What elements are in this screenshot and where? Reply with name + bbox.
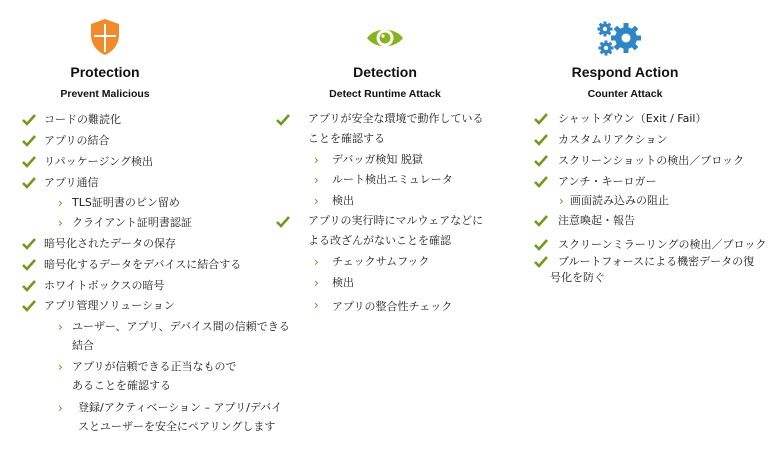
- check-icon: [534, 239, 548, 251]
- protection-item: アプリの結合: [44, 134, 110, 147]
- chevron-right-icon: ›: [314, 173, 319, 187]
- protection-item: アプリ管理ソリューション: [44, 299, 175, 312]
- protection-item: コードの難読化: [44, 113, 121, 126]
- detection-subitem: ルート検出エミュレータ: [332, 173, 453, 186]
- chevron-right-icon: ›: [314, 255, 319, 269]
- check-icon: [22, 259, 36, 271]
- protection-item: アプリ通信: [44, 176, 99, 189]
- chevron-right-icon: ›: [58, 401, 63, 415]
- shield-icon: [89, 18, 121, 56]
- protection-column: [0, 0, 290, 462]
- detection-item: アプリが安全な環境で動作している: [308, 112, 484, 125]
- protection-subitem: クライアント証明書認証: [72, 216, 192, 229]
- check-icon: [276, 216, 290, 228]
- chevron-right-icon: ›: [314, 153, 319, 167]
- check-icon: [534, 155, 548, 167]
- respond-item: スクリーンミラーリングの検出／ブロック: [558, 238, 767, 251]
- protection-item: リパッケージング検出: [44, 155, 153, 168]
- detection-subitem: 検出: [332, 194, 354, 207]
- protection-title: Protection: [70, 64, 140, 80]
- protection-subitem-continued: スとユーザーを安全にペアリングします: [78, 420, 276, 433]
- protection-subtitle: Prevent Malicious: [60, 88, 150, 100]
- respond-item: スクリーンショットの検出／ブロック: [558, 154, 745, 167]
- check-icon: [534, 256, 548, 268]
- chevron-right-icon: ›: [559, 194, 564, 208]
- detection-subtitle: Detect Runtime Attack: [329, 88, 441, 100]
- check-icon: [276, 114, 290, 126]
- detection-subitem: デバッガ検知 脱獄: [332, 153, 423, 166]
- respond-item-continued: 号化を防ぐ: [550, 271, 605, 284]
- respond-item: ブルートフォースによる機密データの復: [558, 255, 755, 268]
- respond-title: Respond Action: [571, 64, 679, 80]
- respond-item: カスタムリアクション: [558, 133, 668, 146]
- detection-column: [270, 0, 525, 462]
- chevron-right-icon: ›: [58, 320, 63, 334]
- detection-item-continued: よる改ざんがないことを確認: [308, 234, 451, 247]
- gears-icon: [595, 20, 643, 58]
- detection-subitem: アプリの整合性チェック: [332, 300, 453, 313]
- check-icon: [22, 177, 36, 189]
- check-icon: [534, 113, 548, 125]
- protection-subitem: ユーザー、アプリ、デバイス間の信頼できる: [72, 320, 290, 333]
- protection-item: ホワイトボックスの暗号: [44, 279, 165, 292]
- respond-item: アンチ・キーロガー: [558, 175, 657, 188]
- detection-item: アプリの実行時にマルウェアなどに: [308, 214, 484, 227]
- check-icon: [22, 300, 36, 312]
- chevron-right-icon: ›: [314, 298, 319, 312]
- detection-subitem: チェックサムフック: [332, 255, 430, 268]
- check-icon: [22, 280, 36, 292]
- chevron-right-icon: ›: [58, 360, 63, 374]
- detection-subitem: 検出: [332, 276, 354, 289]
- detection-title: Detection: [353, 64, 417, 80]
- respond-column: [525, 0, 768, 462]
- protection-item: 暗号化されたデータの保存: [44, 237, 176, 250]
- check-icon: [534, 215, 548, 227]
- respond-subitem: 画面読み込みの阻止: [570, 194, 669, 207]
- protection-subitem: 登録/アクティベーション – アプリ/デバイ: [78, 401, 283, 414]
- protection-subitem-continued: 結合: [72, 339, 94, 352]
- check-icon: [22, 114, 36, 126]
- detection-item-continued: ことを確認する: [308, 132, 385, 145]
- chevron-right-icon: ›: [58, 216, 63, 230]
- check-icon: [22, 135, 36, 147]
- check-icon: [22, 238, 36, 250]
- check-icon: [534, 134, 548, 146]
- check-icon: [534, 176, 548, 188]
- check-icon: [22, 156, 36, 168]
- respond-subtitle: Counter Attack: [587, 88, 663, 100]
- protection-item: 暗号化するデータをデバイスに結合する: [44, 258, 242, 271]
- protection-subitem: TLS証明書のピン留め: [72, 196, 180, 209]
- protection-subitem-continued: あることを確認する: [72, 379, 171, 392]
- chevron-right-icon: ›: [58, 196, 63, 210]
- protection-subitem: アプリが信頼できる正当なもので: [72, 360, 237, 373]
- respond-item: シャットダウン（Exit / Fail）: [558, 112, 707, 125]
- chevron-right-icon: ›: [314, 194, 319, 208]
- eye-icon: [365, 25, 405, 51]
- chevron-right-icon: ›: [314, 276, 319, 290]
- respond-item: 注意喚起・報告: [558, 214, 635, 227]
